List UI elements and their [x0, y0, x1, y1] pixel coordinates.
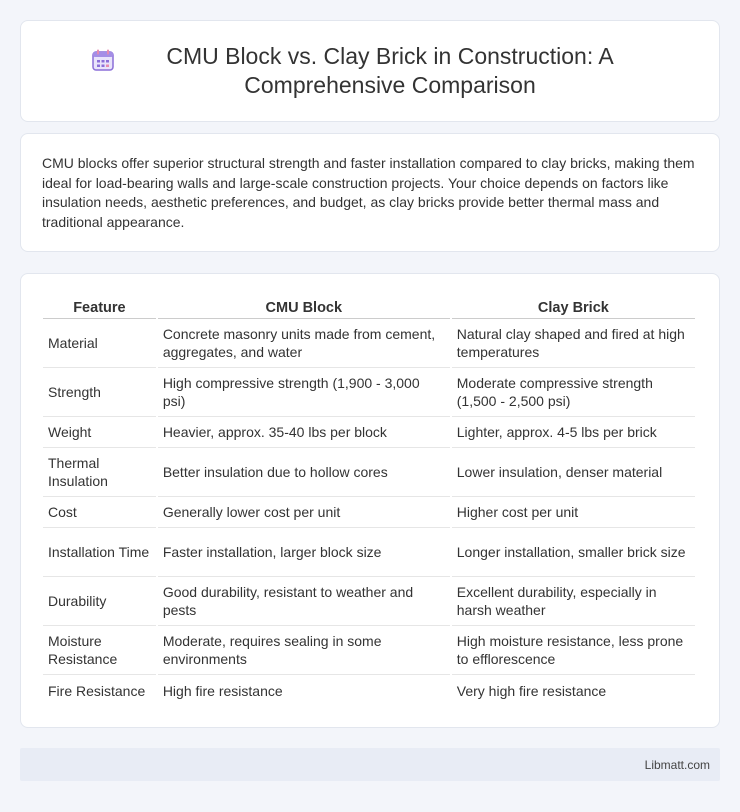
- header-clay-brick: Clay Brick: [452, 294, 695, 319]
- header-feature: Feature: [43, 294, 156, 319]
- row-feature: Cost: [43, 497, 156, 528]
- row-cmu: High fire resistance: [162, 682, 283, 699]
- comparison-table: [41, 294, 697, 706]
- row-clay: Very high fire resistance: [456, 682, 607, 699]
- footer: [20, 748, 720, 781]
- table-row: [43, 448, 695, 497]
- row-cmu: Generally lower cost per unit: [158, 497, 450, 528]
- comparison-table-card: [20, 273, 720, 728]
- row-clay: Higher cost per unit: [452, 497, 695, 528]
- row-cmu: Moderate, requires sealing in some environments: [158, 626, 450, 675]
- table-row: [43, 528, 695, 577]
- row-clay: Longer installation, smaller brick size: [452, 528, 695, 577]
- table-row: [43, 626, 695, 675]
- row-feature: Moisture Resistance: [43, 626, 156, 675]
- row-feature: Strength: [43, 368, 156, 417]
- table-row: [43, 319, 695, 368]
- row-cmu: Heavier, approx. 35-40 lbs per block: [158, 417, 450, 448]
- calendar-icon: [90, 47, 116, 73]
- title-card: [20, 20, 720, 122]
- row-clay: Moderate compressive strength (1,500 - 2,500 psi): [452, 368, 695, 417]
- row-feature: Durability: [43, 577, 156, 626]
- row-feature: Fire Resistance: [48, 682, 146, 699]
- row-feature: Material: [43, 319, 156, 368]
- row-cmu: Faster installation, larger block size: [158, 528, 450, 577]
- row-feature: Thermal Insulation: [43, 448, 156, 497]
- summary-card: [20, 133, 720, 252]
- table-row: [43, 368, 695, 417]
- row-cmu: Better insulation due to hollow cores: [158, 448, 450, 497]
- table-row: [43, 577, 695, 626]
- page-title: CMU Block vs. Clay Brick in Construction: A Comprehensive Comparison: [166, 43, 614, 98]
- table-row: [43, 675, 695, 706]
- header-cmu-block: CMU Block: [158, 294, 450, 319]
- row-feature: Installation Time: [43, 528, 156, 577]
- row-clay: Lighter, approx. 4-5 lbs per brick: [452, 417, 695, 448]
- row-clay: Excellent durability, especially in harsh weather: [452, 577, 695, 626]
- summary-text: CMU blocks offer superior structural strength and faster installation compared to clay bricks, making them ideal for load-bearing walls and large-scale construction projects. Your choice depends on factors like insulation needs, aesthetic preferences, and budget, as clay bricks provide better thermal mass and traditional appearance.: [42, 155, 695, 230]
- row-clay: Lower insulation, denser material: [452, 448, 695, 497]
- row-cmu: Good durability, resistant to weather and pests: [158, 577, 450, 626]
- table-row: [43, 497, 695, 528]
- row-feature: Weight: [43, 417, 156, 448]
- table-row: [43, 417, 695, 448]
- row-clay: High moisture resistance, less prone to efflorescence: [452, 626, 695, 675]
- title-wrap: [90, 42, 650, 100]
- row-cmu: Concrete masonry units made from cement, aggregates, and water: [158, 319, 450, 368]
- row-cmu: High compressive strength (1,900 - 3,000 psi): [158, 368, 450, 417]
- footer-site-link[interactable]: Libmatt.com: [644, 757, 710, 772]
- row-clay: Natural clay shaped and fired at high temperatures: [452, 319, 695, 368]
- table-header-row: [43, 294, 695, 319]
